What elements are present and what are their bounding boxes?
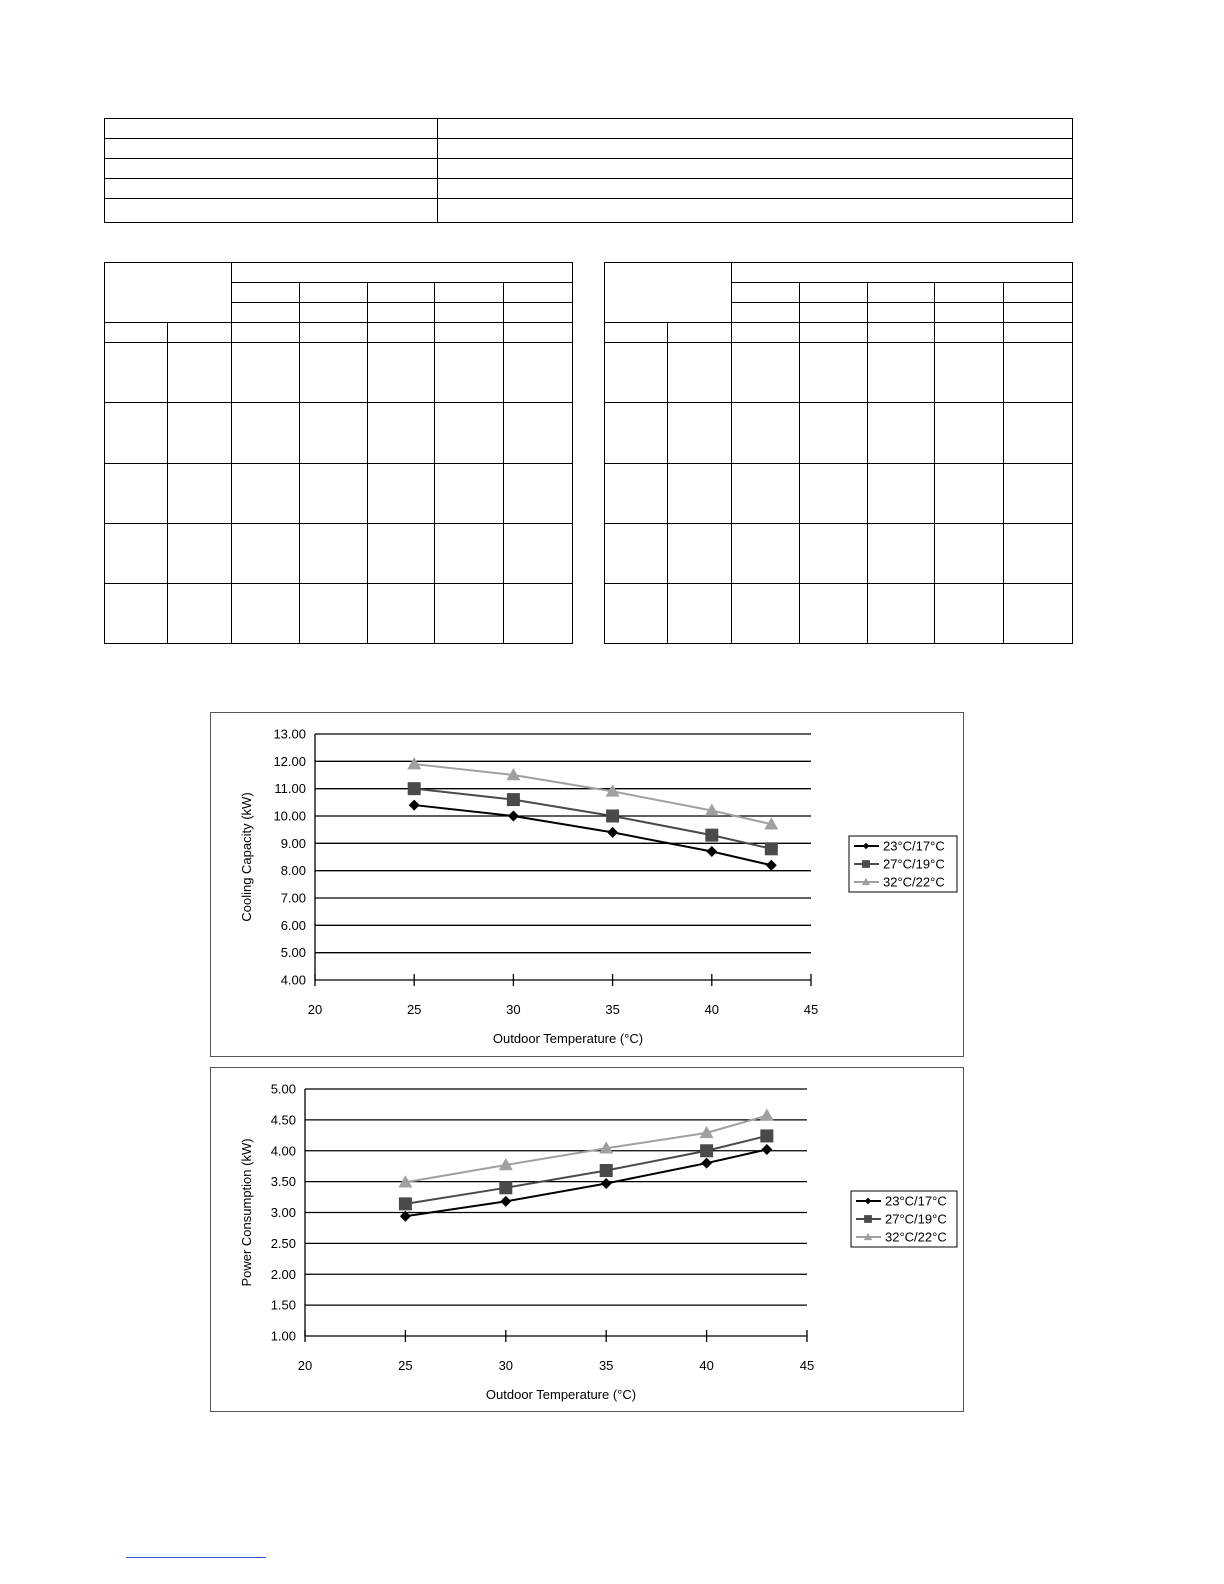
- header-group-cell: [732, 263, 1073, 283]
- data-point: [760, 1109, 774, 1121]
- data-point: [766, 860, 777, 871]
- legend-marker: [864, 1215, 872, 1223]
- spec-label-cell: [105, 199, 438, 223]
- data-point: [500, 1196, 511, 1207]
- x-tick-label: 30: [498, 1358, 514, 1373]
- x-tick-label: 45: [803, 1002, 819, 1017]
- spec-label-cell: [105, 139, 438, 159]
- header-cell: [368, 283, 435, 303]
- spec-row: [105, 199, 1073, 223]
- data-point: [508, 811, 519, 822]
- data-point: [407, 757, 421, 769]
- data-point: [607, 827, 618, 838]
- header-cell: [732, 323, 800, 343]
- x-axis-label: Outdoor Temperature (°C): [485, 1387, 637, 1402]
- header-cell: [668, 323, 732, 343]
- y-tick-label: 2.00: [270, 1266, 296, 1282]
- legend-label: 32°C/22°C: [885, 1229, 947, 1245]
- header-cell: [368, 303, 435, 323]
- spec-label-cell: [105, 179, 438, 199]
- spec-label-cell: [105, 119, 438, 139]
- x-axis-label: Outdoor Temperature (°C): [492, 1031, 644, 1046]
- data-point: [408, 782, 421, 795]
- x-tick-label: 40: [704, 1002, 720, 1017]
- legend-label: 32°C/22°C: [883, 874, 945, 890]
- header-cell: [732, 283, 800, 303]
- performance-table-left: [104, 262, 573, 644]
- header-cell: [368, 323, 435, 343]
- header-cell: [232, 323, 300, 343]
- table-row: [605, 403, 1073, 463]
- header-cell: [300, 323, 368, 343]
- header-corner-cell: [105, 263, 232, 323]
- x-tick-label: 35: [598, 1358, 614, 1373]
- performance-table-right: [604, 262, 1073, 644]
- header-cell: [504, 323, 573, 343]
- header-cell: [868, 283, 935, 303]
- header-cell: [800, 283, 868, 303]
- x-tick-label: 25: [398, 1358, 413, 1373]
- header-cell: [868, 323, 935, 343]
- y-tick-label: 10.00: [273, 808, 306, 824]
- table-row: [105, 463, 573, 523]
- y-tick-label: 5.00: [280, 945, 306, 961]
- y-tick-label: 3.50: [270, 1174, 296, 1190]
- data-point: [601, 1178, 612, 1189]
- spec-value-cell: [438, 199, 1073, 223]
- data-point: [409, 800, 420, 811]
- header-cell: [1004, 323, 1073, 343]
- header-cell: [435, 323, 504, 343]
- y-tick-label: 2.50: [270, 1235, 296, 1251]
- header-cell: [935, 303, 1004, 323]
- header-cell: [504, 283, 573, 303]
- y-tick-label: 7.00: [280, 890, 306, 906]
- header-cell: [1004, 303, 1073, 323]
- footer-rule: [126, 1557, 266, 1558]
- x-tick-label: 30: [506, 1002, 521, 1017]
- data-point: [600, 1164, 613, 1177]
- data-point: [606, 810, 619, 823]
- header-cell: [868, 303, 935, 323]
- table-row: [105, 583, 573, 643]
- header-cell: [504, 303, 573, 323]
- spec-value-cell: [438, 159, 1073, 179]
- x-tick-label: 20: [297, 1358, 313, 1373]
- y-tick-label: 13.00: [273, 726, 306, 742]
- data-point: [700, 1144, 713, 1157]
- y-tick-label: 4.00: [280, 972, 306, 988]
- table-row: [105, 523, 573, 583]
- data-point: [399, 1197, 412, 1210]
- header-cell: [435, 283, 504, 303]
- table-row: [605, 523, 1073, 583]
- cooling-capacity-chart: [210, 712, 964, 1057]
- header-cell: [935, 283, 1004, 303]
- header-cell: [732, 303, 800, 323]
- data-point: [701, 1158, 712, 1169]
- legend-label: 27°C/19°C: [885, 1211, 947, 1227]
- y-axis-label: Cooling Capacity (kW): [239, 792, 254, 922]
- x-tick-label: 25: [406, 1002, 422, 1017]
- y-tick-label: 5.00: [270, 1081, 296, 1097]
- header-cell: [800, 303, 868, 323]
- header-cell: [300, 303, 368, 323]
- data-point: [761, 1144, 772, 1155]
- header-cell: [935, 323, 1004, 343]
- data-point: [765, 842, 778, 855]
- x-tick-label: 45: [799, 1358, 815, 1373]
- series-line: [405, 1150, 766, 1217]
- header-cell: [232, 303, 300, 323]
- spec-row: [105, 179, 1073, 199]
- header-cell: [300, 283, 368, 303]
- table-row: [605, 583, 1073, 643]
- data-point: [706, 846, 717, 857]
- y-tick-label: 8.00: [280, 863, 306, 879]
- legend-label: 23°C/17°C: [883, 838, 945, 854]
- y-tick-label: 6.00: [280, 917, 306, 933]
- power-consumption-chart: [210, 1067, 964, 1412]
- header-cell: [232, 283, 300, 303]
- header-cell: [435, 303, 504, 323]
- y-axis-label: Power Consumption (kW): [239, 1138, 254, 1287]
- table-row: [105, 343, 573, 403]
- spec-value-cell: [438, 119, 1073, 139]
- table-row: [605, 343, 1073, 403]
- data-point: [507, 793, 520, 806]
- cooling-capacity-chart-svg: [211, 713, 963, 1056]
- spec-row: [105, 159, 1073, 179]
- power-consumption-chart-svg: [211, 1068, 963, 1411]
- y-tick-label: 4.00: [270, 1143, 296, 1159]
- data-point: [499, 1181, 512, 1194]
- y-tick-label: 11.00: [274, 781, 306, 797]
- spec-table: [104, 118, 1073, 223]
- y-tick-label: 9.00: [280, 835, 306, 851]
- header-corner-cell: [605, 263, 732, 323]
- table-row: [605, 463, 1073, 523]
- y-tick-label: 1.00: [270, 1328, 296, 1344]
- data-point: [760, 1129, 773, 1142]
- y-tick-label: 4.50: [270, 1112, 296, 1128]
- spec-value-cell: [438, 179, 1073, 199]
- header-cell: [800, 323, 868, 343]
- y-tick-label: 1.50: [270, 1297, 296, 1313]
- y-tick-label: 3.00: [270, 1205, 296, 1220]
- x-tick-label: 40: [699, 1358, 714, 1373]
- y-tick-label: 12.00: [273, 753, 306, 769]
- legend-label: 27°C/19°C: [883, 856, 945, 872]
- table-row: [105, 403, 573, 463]
- header-cell: [168, 323, 232, 343]
- legend-label: 23°C/17°C: [885, 1193, 947, 1209]
- header-cell: [105, 323, 168, 343]
- spec-row: [105, 119, 1073, 139]
- header-group-cell: [232, 263, 573, 283]
- legend-marker: [862, 860, 870, 868]
- data-point: [705, 829, 718, 842]
- spec-value-cell: [438, 139, 1073, 159]
- spec-label-cell: [105, 159, 438, 179]
- header-cell: [1004, 283, 1073, 303]
- spec-row: [105, 139, 1073, 159]
- x-tick-label: 35: [605, 1002, 620, 1017]
- header-cell: [605, 323, 668, 343]
- x-tick-label: 20: [307, 1002, 323, 1017]
